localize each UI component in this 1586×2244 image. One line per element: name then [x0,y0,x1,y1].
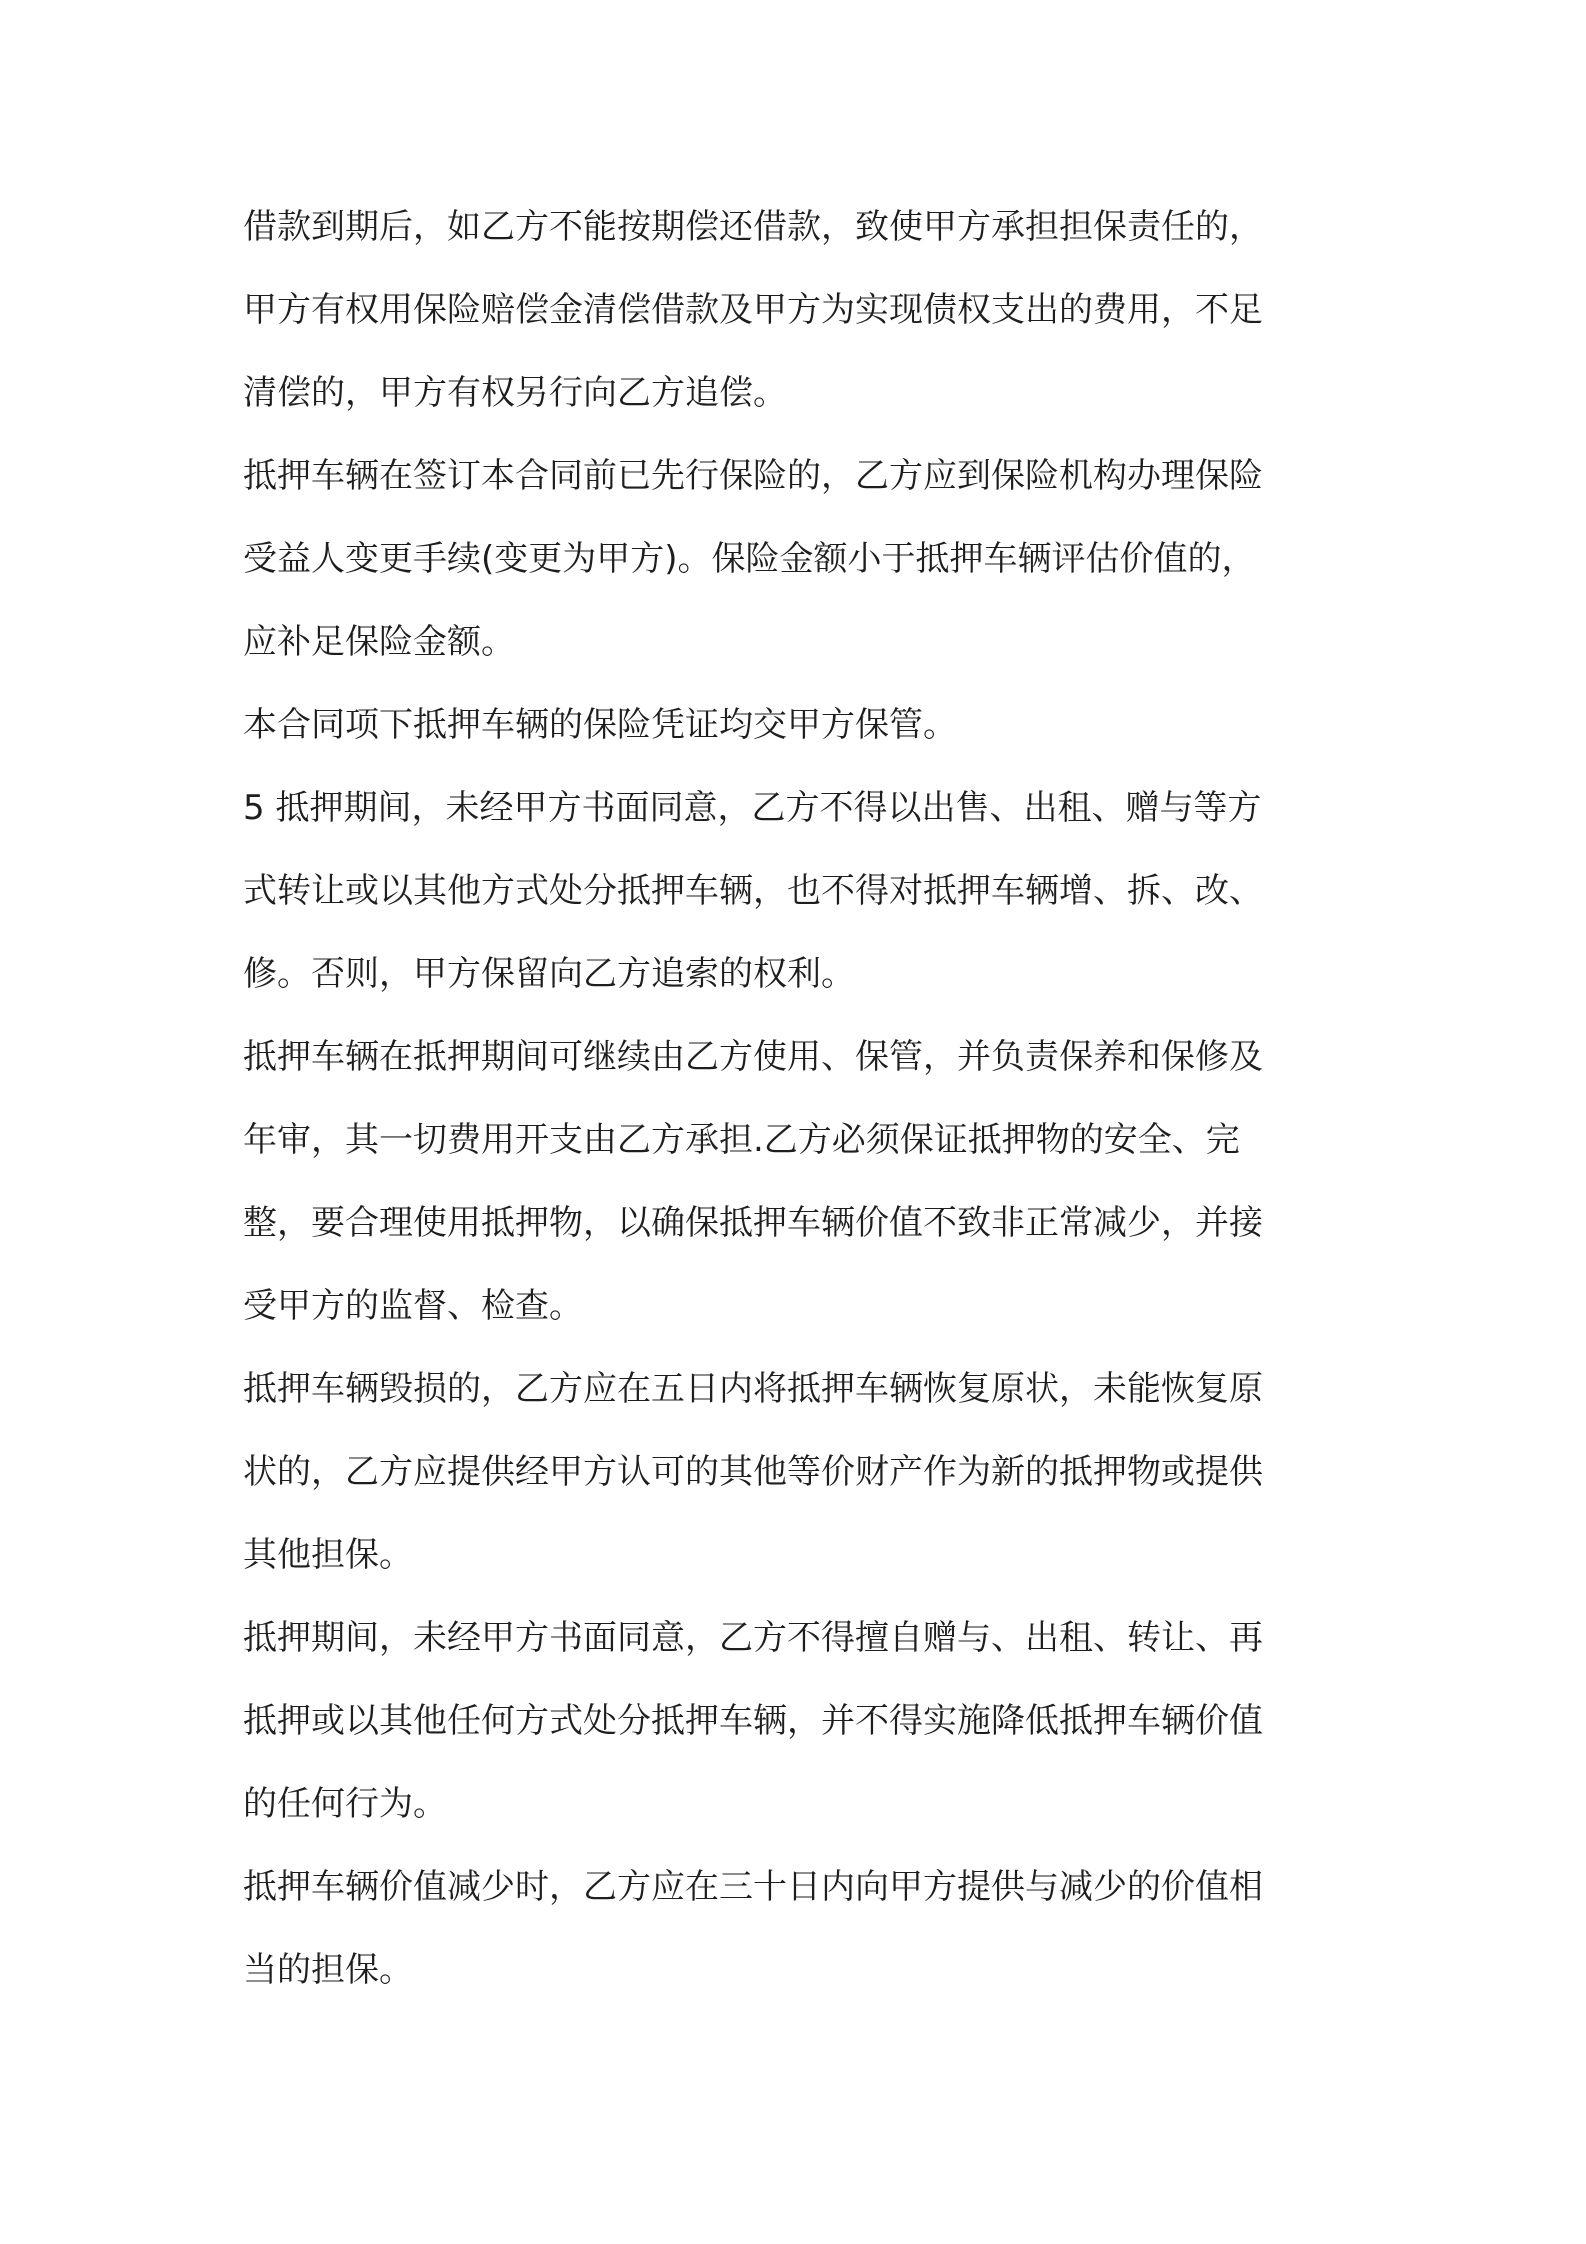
paragraph-clause-5-disposal [243,778,1363,1027]
text-line: 式转让或以其他方式处分抵押车辆，也不得对抵押车辆增、拆、改、 [243,871,1263,911]
text-line: 甲方有权用保险赔偿金清偿借款及甲方为实现债权支出的费用，不足 [243,290,1263,330]
text-line: 修。否则，甲方保留向乙方追索的权利。 [243,954,855,994]
document-body [243,197,1363,2023]
text-line: 当的担保。 [243,1950,413,1990]
paragraph-value-decrease [243,1857,1363,2023]
text-line: 抵押车辆在抵押期间可继续由乙方使用、保管，并负责保养和保修及 [243,1037,1263,1077]
paragraph-insurance-repayment [243,197,1363,446]
paragraph-use-and-maintenance [243,1027,1363,1359]
text-line: 借款到期后，如乙方不能按期偿还借款，致使甲方承担担保责任的， [243,207,1263,247]
text-line: 的任何行为。 [243,1784,447,1824]
text-line: 抵押车辆毁损的，乙方应在五日内将抵押车辆恢复原状，未能恢复原 [243,1369,1263,1409]
text-line: 整，要合理使用抵押物，以确保抵押车辆价值不致非正常减少，并接 [243,1203,1263,1243]
text-line: 抵押或以其他任何方式处分抵押车辆，并不得实施降低抵押车辆价值 [243,1701,1263,1741]
paragraph-insurance-certificate [243,695,1363,778]
text-line: 5 抵押期间，未经甲方书面同意，乙方不得以出售、出租、赠与等方 [243,788,1262,828]
text-line: 其他担保。 [243,1535,413,1575]
text-line: 受甲方的监督、检查。 [243,1286,583,1326]
text-line: 清偿的，甲方有权另行向乙方追偿。 [243,373,787,413]
paragraph-beneficiary-change [243,446,1363,695]
text-line: 抵押车辆价值减少时，乙方应在三十日内向甲方提供与减少的价值相 [243,1867,1263,1907]
text-line: 状的，乙方应提供经甲方认可的其他等价财产作为新的抵押物或提供 [243,1452,1263,1492]
text-line: 受益人变更手续(变更为甲方)。保险金额小于抵押车辆评估价值的， [243,539,1256,579]
text-line: 应补足保险金额。 [243,622,515,662]
text-line: 年审，其一切费用开支由乙方承担.乙方必须保证抵押物的安全、完 [243,1120,1240,1160]
text-line: 抵押期间，未经甲方书面同意，乙方不得擅自赠与、出租、转让、再 [243,1618,1263,1658]
paragraph-no-unauthorized-disposal [243,1608,1363,1857]
paragraph-damage-restoration [243,1359,1363,1608]
text-line: 抵押车辆在签订本合同前已先行保险的，乙方应到保险机构办理保险 [243,456,1263,496]
text-line: 本合同项下抵押车辆的保险凭证均交甲方保管。 [243,705,957,745]
